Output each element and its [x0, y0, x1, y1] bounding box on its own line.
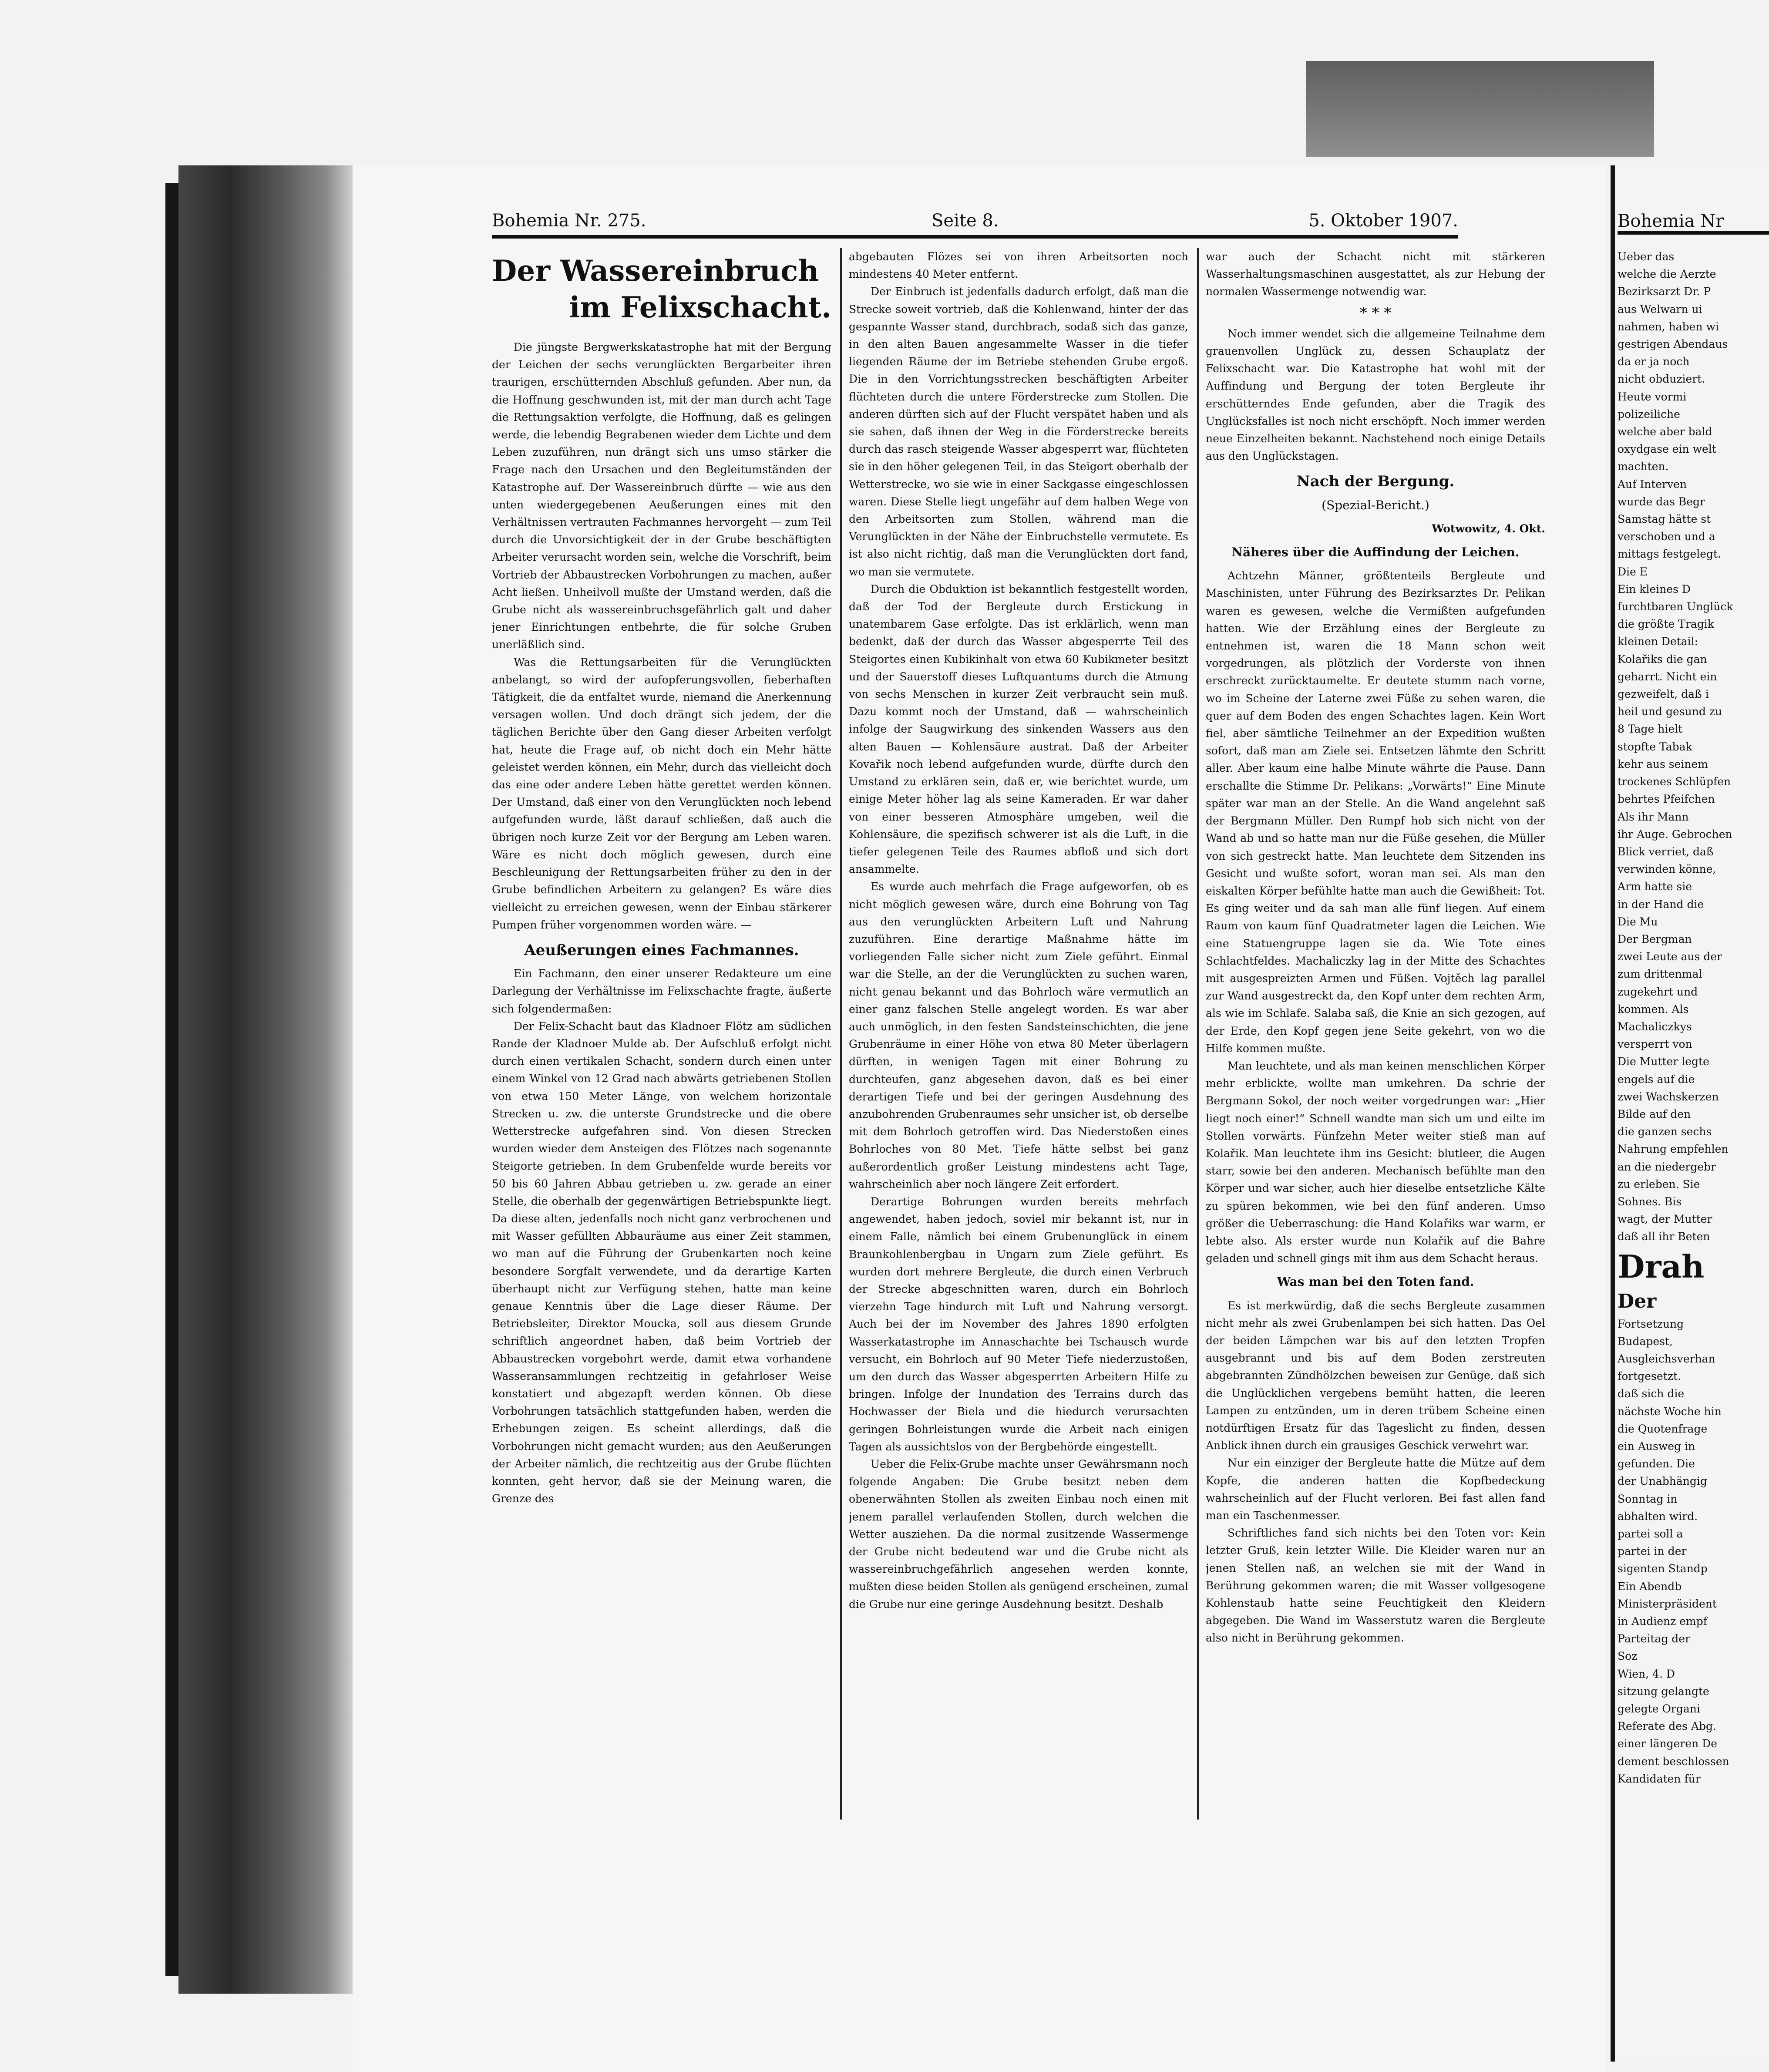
paragraph: Nur ein einziger der Bergleute hatte die Mütze auf dem Kopfe, die anderen hatten die Kopfbedeckung wahrscheinlich auf der Flucht verloren. Bei fast allen fand man ein Taschenmesser. — [1206, 1456, 1545, 1522]
next-page-line: Die E — [1618, 565, 1648, 578]
next-page-line: partei in der — [1618, 1545, 1687, 1558]
next-page-line: gezweifelt, daß i — [1618, 688, 1709, 701]
next-page-line: nicht obduziert. — [1618, 373, 1705, 386]
paragraph: Durch die Obduktion ist bekanntlich festgestellt worden, daß der Tod der Bergleute durch Erstickung in unatembarem Gase erfolgte. Das ist erklärlich, wenn man bedenkt, daß der durch das Wasser abgesperrte Teil des Steigortes einen Kubikinhalt von etwa 60 Kubikmeter besitzt und der Sauerstoff dieses Luftquantums durch die Atmung von sechs Menschen in kurzer Zeit verbraucht sein muß. Dazu kommt noch der Umstand, daß — wahrscheinlich infolge der Saugwirkung des sinkenden Wassers aus den alten Bauen — Kohlensäure austrat. Daß der Arbeiter Kovařik noch lebend aufgefunden wurde, dürfte durch den Umstand zu erklären sein, daß er, wie berichtet wurde, um einige Meter höher lag als seine Kameraden. Er war daher von einer besseren Atmosphäre umgeben, weil die Kohlensäure, die spezifisch schwerer ist als die Luft, in die tiefer gelegenen Teile des Raumes abfloß und sich dort ansammelte. — [849, 582, 1188, 876]
next-page-line: fortgesetzt. — [1618, 1370, 1681, 1383]
article-title-line-1: Der Wassereinbruch — [492, 254, 819, 288]
next-page-line: Wien, 4. D — [1618, 1667, 1675, 1680]
next-page-line: die Quotenfrage — [1618, 1422, 1708, 1435]
next-page-line: dement beschlossen — [1618, 1755, 1729, 1768]
next-page-line: Soz — [1618, 1650, 1638, 1663]
book-edge — [165, 183, 178, 1976]
next-page-line: einer längeren De — [1618, 1737, 1718, 1750]
next-page-line: Als ihr Mann — [1618, 810, 1689, 823]
column-rule — [840, 248, 842, 1820]
next-page-text — [1618, 248, 1761, 1815]
next-page-line: zugekehrt und — [1618, 985, 1698, 998]
next-page-line: sitzung gelangte — [1618, 1685, 1709, 1698]
next-page-line: in der Hand die — [1618, 898, 1704, 911]
next-page-line: wagt, der Mutter — [1618, 1213, 1712, 1226]
next-page-line: heil und gesund zu — [1618, 705, 1722, 718]
next-page-line: Budapest, — [1618, 1335, 1673, 1348]
next-page-line: Kolařiks die gan — [1618, 653, 1707, 666]
paragraph: Schriftliches fand sich nichts bei den Toten vor: Kein letzter Gruß, kein letzter Wille. Die Kleider waren nur an jenen Stellen naß, an welchen sie mit der Wand in Berührung gekommen waren; die mit Wasser vollgesogene Kohlenstaub hatte seine Feuchtigkeit den Kleidern abgegeben. Die Wand im Wasserstutz waren die Bergleute also nicht in Berührung gekommen. — [1206, 1527, 1545, 1645]
next-page-line: Samstag hätte st — [1618, 513, 1711, 526]
next-page-line: Referate des Abg. — [1618, 1720, 1716, 1733]
next-page-line: 8 Tage hielt — [1618, 723, 1683, 736]
section-heading: Was man bei den Toten fand. — [1277, 1275, 1474, 1289]
column-rule — [1197, 248, 1199, 1820]
next-page-line: abhalten wird. — [1618, 1510, 1698, 1523]
section-heading: Näheres über die Auffindung der Leichen. — [1231, 545, 1520, 560]
newspaper-page — [353, 165, 1606, 2072]
next-page-line: Sohnes. Bis — [1618, 1195, 1682, 1208]
next-page-line: versperrt von — [1618, 1038, 1692, 1051]
next-page-line: geharrt. Nicht ein — [1618, 670, 1717, 683]
column-2 — [849, 248, 1188, 1815]
column-1 — [492, 248, 831, 1815]
next-page-line: kehr aus seinem — [1618, 757, 1708, 770]
paragraph: Achtzehn Männer, größtenteils Bergleute und Maschinisten, unter Führung des Bezirksarztes Dr. Pelikan waren es gewesen, welche die Vermißten aufgefunden hatten. Wie der Erzählung eines der Bergleute zu entnehmen ist, waren die 18 Mann schon weit vorgedrungen, als plötzlich der Vorderste von ihnen erschreckt zurücktaumelte. Er deutete stumm nach vorne, wo im Scheine der Laterne zwei Füße zu sehen waren, die quer auf dem Boden des engen Schachtes lagen. Kein Wort fiel, aber sämtliche Teilnehmer an der Expedition wußten sofort, daß man am Ziele sei. Entsetzen lähmte den Schritt aller. Aber kaum eine halbe Minute währte die Pause. Dann erschallte die Stimme Dr. Pelikans: „Vorwärts!“ Eine Minute später war man an der Stelle. An die Wand angelehnt saß der Bergmann Müller. Den Rumpf hob sich nicht von der Wand ab und so hatte man nur die Füße gesehen, die Müller von sich gestreckt hatte. Man leuchtete dem Sitzenden ins Gesicht und wußte sofort, woran man sei. Als man den eiskalten Körper befühlte hatte man auch die Gewißheit: Tot. Es ging weiter und da sah man alle fünf liegen. Auf einem Raum von kaum fünf Quadratmeter lagen die Leichen. Wie eine Statuengruppe lagen sie da. Wie Tote eines Schlachtfeldes. Machaliczky lag in der Mitte des Schachtes mit ausgespreizten Armen und Füßen. Vojtěch lag parallel zur Wand ausgestreckt da, den Kopf unter dem rechten Arm, als wie im Schlafe. Salaba saß, die Knie an sich gezogen, auf der Erde, den Kopf gegen jene Seite gekehrt, von wo die Hilfe kommen mußte. — [1206, 569, 1545, 1055]
next-page-line: aus Welwarn ui — [1618, 303, 1702, 316]
next-page-line: Machaliczkys — [1618, 1020, 1692, 1033]
next-page-line: nahmen, haben wi — [1618, 320, 1719, 333]
article-title-line-2: im Felixschacht. — [569, 290, 831, 324]
next-page-line: welche die Aerzte — [1618, 268, 1716, 281]
paragraph: Ueber die Felix-Grube machte unser Gewährsmann noch folgende Angaben: Die Grube besitzt neben dem obenerwähnten Stollen als zweiten Einbau noch einen mit jenem parallel verlaufenden Stollen, durch welchen die Wetter ausziehen. Da die normal zusitzende Wassermenge der Grube nicht bedeutend war und die Grube nicht als wassereinbruchgefährlich angesehen werden konnte, mußten diese beiden Stollen als genügend erscheinen, zumal die Grube nur eine geringe Ausdehnung besitzt. Deshalb — [849, 1458, 1188, 1611]
paragraph: Man leuchtete, und als man keinen menschlichen Körper mehr erblickte, wollte man umkehren. Da schrie der Bergmann Sokol, der noch weiter vorgedrungen war: „Hier liegt noch einer!“ Schnell wandte man sich um und eilte im Stollen vorwärts. Fünfzehn Meter weiter stieß man auf Kolařik. Man leuchtete ihm ins Gesicht: blutleer, die Augen starr, sowie bei den anderen. Mechanisch befühlte man den Körper und war sicher, auch hier dieselbe entsetzliche Kälte zu spüren bekommen, wie bei den fünf anderen. Umso größer die Ueberraschung: die Hand Kolařiks war warm, er lebte also. Als erster wurde nun Kolařik auf die Bahre geladen und schnell gings mit ihm aus dem Schacht heraus. — [1206, 1059, 1545, 1265]
next-page-line: wurde das Begr — [1618, 495, 1705, 508]
next-page-line: sigenten Standp — [1618, 1562, 1708, 1575]
next-page-line: behrtes Pfeifchen — [1618, 793, 1715, 806]
paragraph: Ein Fachmann, den einer unserer Redakteure um eine Darlegung der Verhältnisse im Felixschachte fragte, äußerte sich folgendermaßen: — [492, 967, 831, 1015]
paragraph: abgebauten Flözes sei von ihren Arbeitsorten noch mindestens 40 Meter entfernt. — [849, 250, 1188, 281]
next-page-line: Ein kleines D — [1618, 582, 1691, 595]
next-page-line: zwei Leute aus der — [1618, 950, 1722, 963]
page-header — [492, 209, 1458, 239]
next-page-line: gelegte Organi — [1618, 1702, 1700, 1715]
section-heading: Aeußerungen eines Fachmannes. — [524, 941, 799, 959]
next-page-line: gestrigen Abendaus — [1618, 338, 1728, 351]
next-page-line: ein Ausweg in — [1618, 1440, 1695, 1453]
dateline: Wotwowitz, 4. Okt. — [1432, 522, 1545, 535]
next-page-line: daß sich die — [1618, 1387, 1685, 1400]
next-page-line: furchtbaren Unglück — [1618, 600, 1733, 613]
next-page-line: Die Mu — [1618, 915, 1658, 928]
next-page-line: Sonntag in — [1618, 1492, 1678, 1505]
next-page-line: Fortsetzung — [1618, 1317, 1684, 1330]
next-page-line: verwinden könne, — [1618, 863, 1716, 876]
paragraph: war auch der Schacht nicht mit stärkeren Wasserhaltungsmaschinen ausgestattet, als zur Hebung der normalen Wassermenge notwendig war. — [1206, 250, 1545, 298]
next-page-line: da er ja noch — [1618, 355, 1690, 368]
next-page-line: kommen. Als — [1618, 1002, 1689, 1016]
section-heading: Nach der Bergung. — [1296, 473, 1455, 491]
next-page-headline: Drah — [1618, 1248, 1705, 1285]
next-page-line: daß all ihr Beten — [1618, 1230, 1710, 1243]
next-page-line: Ministerpräsident — [1618, 1597, 1717, 1610]
next-page-line: zu erleben. Sie — [1618, 1177, 1700, 1191]
masthead-issue: Bohemia Nr. 275. — [492, 211, 646, 231]
next-page-lines — [1618, 248, 1761, 1246]
paragraph: Derartige Bohrungen wurden bereits mehrfach angewendet, haben jedoch, soviel mir bekannt ist, nur in einem Falle, nämlich bei einem Grubenunglück in einem Braunkohlenbergbau in Ungarn zum Ziele geführt. Es wurden dort mehrere Bergleute, die durch einen Verbruch der Strecke abgeschnitten waren, durch ein Bohrloch vierzehn Tage hindurch mit Luft und Nahrung versorgt. Auch bei der im November des Jahres 1890 erfolgten Wasserkatastrophe im Annaschachte bei Tschausch wurde versucht, ein Bohrloch auf 90 Meter Tiefe niederzustoßen, um den durch das Wasser abgesperrten Arbeitern Hilfe zu bringen. Infolge der Inundation des Terrains durch das Hochwasser der Biela und die hiedurch verursachten geringen Bohrleistungen wurde die Arbeit nach einigen Tagen als aussichtslos von der Bergbehörde eingestellt. — [849, 1195, 1188, 1453]
next-page-line: Ein Abendb — [1618, 1580, 1682, 1593]
paragraph: Es wurde auch mehrfach die Frage aufgeworfen, ob es nicht möglich gewesen wäre, durch eine Bohrung von Tag aus den verunglückten Arbeitern Luft und Nahrung zuzuführen. Eine derartige Maßnahme hätte im vorliegenden Falle sicher nicht zum Ziele geführt. Einmal war die Stelle, an der die Verunglückten zu suchen waren, nicht genau bekannt und das Bohrloch wäre vermutlich an einer ganz falschen Stelle angelegt worden. Es war aber auch unmöglich, in den festen Sandsteinschichten, die jene Grubenräume in einer Höhe von etwa 80 Meter überlagern dürften, in wenigen Tagen mit einer Bohrung zu durchteufen, ganz abgesehen davon, daß es bei einer derartigen Tiefe und bei der geringen Ausdehnung des anzubohrenden Grubenraumes sehr unsicher ist, ob derselbe mit dem Bohrloch getroffen wird. Das Niederstoßen eines Bohrloches von 80 Met. Tiefe hätte selbst bei ganz außerordentlich großer Leistung mindestens acht Tage, wahrscheinlich aber noch längere Zeit erfordert. — [849, 880, 1188, 1191]
next-page-line: verschoben und a — [1618, 530, 1715, 543]
next-page-line: Parteitag der — [1618, 1632, 1691, 1645]
next-page-line: engels auf die — [1618, 1073, 1695, 1086]
next-page-line: die größte Tragik — [1618, 618, 1714, 631]
issue-date: 5. Oktober 1907. — [1308, 211, 1458, 231]
next-page-line: Ausgleichsverhan — [1618, 1352, 1715, 1365]
paragraph: Was die Rettungsarbeiten für die Verunglückten anbelangt, so wird der aufopferungsvollen, fieberhaften Tätigkeit, die da entfaltet wurde, niemand die Anerkennung versagen wollen. Und doch drängt sich jedem, der die täglichen Berichte über den Gang dieser Arbeiten verfolgt hat, heute die Frage auf, ob nicht doch ein Mehr hätte geleistet werden können, ein Mehr, durch das vielleicht doch das eine oder andere Leben hätte gerettet werden können. Der Umstand, daß einer von den Verunglückten noch lebend aufgefunden wurde, läßt darauf schließen, daß auch die übrigen noch kurze Zeit vor der Bergung am Leben waren. Wäre es nicht doch möglich gewesen, durch eine Beschleunigung der Rettungsarbeiten früher zu den in der Grube befindlichen Arbeitern zu gelangen? Es wäre dies vielleicht zu erreichen gewesen, wenn der Einbau stärkerer Pumpen früher vorgenommen worden wäre. — — [492, 656, 831, 931]
next-page-lines — [1618, 1315, 1761, 1788]
next-page-line: kleinen Detail: — [1618, 635, 1698, 648]
report-label: (Spezial-Bericht.) — [1322, 498, 1429, 512]
section-divider: * * * — [1359, 304, 1392, 322]
next-page-line: die ganzen sechs — [1618, 1125, 1712, 1138]
scan-shadow — [1306, 61, 1654, 157]
next-page-line: zwei Wachskerzen — [1618, 1090, 1719, 1103]
article-title — [492, 252, 831, 326]
next-page-line: mittags festgelegt. — [1618, 548, 1721, 561]
next-page-line: Bezirksarzt Dr. P — [1618, 285, 1711, 298]
next-page-line: partei soll a — [1618, 1527, 1683, 1541]
paragraph: Es ist merkwürdig, daß die sechs Bergleute zusammen nicht mehr als zwei Grubenlampen bei sich hatten. Das Oel der beiden Lämpchen war bis auf den letzten Tropfen ausgebrannt und bis auf dem Boden zerstreuten abgebrannten Zündhölzchen beweisen zur Genüge, daß sich die Unglücklichen vergebens bemüht hatten, die leeren Lampen zu entzünden, um in deren trübem Scheine einen notdürftigen Ersatz für das Tageslicht zu finden, dessen Anblick ihnen durch ein grausiges Geschick verwehrt war. — [1206, 1299, 1545, 1452]
next-page-header: Bohemia Nr — [1618, 211, 1769, 235]
next-page-line: polizeiliche — [1618, 407, 1680, 420]
next-page-line: Die Mutter legte — [1618, 1055, 1709, 1068]
next-page-line: stopfte Tabak — [1618, 740, 1692, 753]
next-page-line: gefunden. Die — [1618, 1457, 1695, 1470]
paragraph: Der Felix-Schacht baut das Kladnoer Flötz am südlichen Rande der Kladnoer Mulde ab. Der Aufschluß erfolgt nicht durch einen vertikalen Schacht, sondern durch einen unter einem Winkel von 12 Grad nach abwärts getriebenen Stollen von etwa 150 Meter Länge, von welchem horizontale Strecken u. zw. die unterste Grundstrecke und die obere Wetterstrecke aufgefahren sind. Von diesen Strecken wurden wieder dem Ansteigen des Flötzes nach sogenannte Steigorte getrieben. In dem Grubenfelde wurde bereits vor 50 bis 60 Jahren Abbau getrieben u. zw. gerade an einer Stelle, die oberhalb der gegenwärtigen Betriebspunkte liegt. Da diese alten, jedenfalls noch nicht ganz verbrochenen und mit Wasser gefüllten Abbauräume aus einer Zeit stammen, wo man auf die Führung der Grubenkarten noch keine besondere Sorgfalt verwendete, und da derartige Karten überhaupt nicht zur Verfügung stehen, hatte man keine genaue Kenntnis über die Lage dieser Räume. Der Betriebsleiter, Direktor Moucka, soll aus diesem Grunde schriftlich angeordnet haben, daß beim Vortrieb der Abbaustrecken vorgebohrt werde, damit etwa vorhandene Wasseransammlungen rechtzeitig in gefahrloser Weise konstatiert und abgezapft werden können. Ob diese Vorbohrungen tatsächlich stattgefunden haben, werden die Erhebungen zeigen. Es scheint allerdings, daß die Vorbohrungen nicht gemacht wurden; aus den Aeußerungen der Arbeiter nämlich, die rechtzeitig aus der Grube flüchten konnten, geht hervor, daß sie der Meinung waren, die Grenze des — [492, 1019, 831, 1505]
next-page-line: Der Bergman — [1618, 932, 1692, 945]
next-page-line: zum drittenmal — [1618, 968, 1702, 981]
next-page-line: Ueber das — [1618, 250, 1675, 263]
next-page-line: Arm hatte sie — [1618, 880, 1692, 893]
next-page-line: Auf Interven — [1618, 478, 1687, 491]
next-page-line: oxydgase ein welt — [1618, 443, 1716, 456]
page-number: Seite 8. — [932, 211, 999, 231]
paragraph: Der Einbruch ist jedenfalls dadurch erfolgt, daß man die Strecke soweit vortrieb, daß die Kohlenwand, hinter der das gespannte Wasser stand, durchbrach, sodaß sich das ganze, in den alten Bauen angesammelte Wasser in die tiefer liegenden Räume der im Betriebe stehenden Grube ergoß. Die in den Vorrichtungsstrecken beschäftigten Arbeiter flüchteten durch die untere Förderstrecke zum Stollen. Die anderen dürften sich auf der Flucht verspätet haben und als sie sahen, daß ihnen der Weg in die Förderstrecke bereits durch das rasch steigende Wasser abgesperrt war, flüchteten sie in den höher gelegenen Teil, in das Steigort oberhalb der Wetterstrecke, wo sie wie in einer Sackgasse eingeschlossen waren. Diese Stelle liegt ungefähr auf dem halben Wege von den Arbeitsorten zum Stollen, während man die Verunglückten in der Nähe der Einbruchstelle vermutete. Es ist also nicht richtig, daß man die Verunglückten dort fand, wo man sie vermutete. — [849, 285, 1188, 578]
next-page-line: Kandidaten für — [1618, 1772, 1701, 1785]
next-page-line: in Audienz empf — [1618, 1615, 1707, 1628]
next-page-line: Nahrung empfehlen — [1618, 1143, 1729, 1156]
next-page-line: Heute vormi — [1618, 390, 1687, 403]
next-page-line: an die niedergebr — [1618, 1160, 1716, 1173]
next-page-line: trockenes Schlüpfen — [1618, 775, 1731, 788]
next-page-line: Bilde auf den — [1618, 1107, 1691, 1120]
next-page-subheadline: Der — [1618, 1290, 1657, 1312]
next-page-line: der Unabhängig — [1618, 1475, 1707, 1488]
next-page-line: welche aber bald — [1618, 425, 1712, 438]
next-page-line: Blick verriet, daß — [1618, 845, 1714, 858]
paragraph: Noch immer wendet sich die allgemeine Teilnahme dem grauenvollen Unglück zu, dessen Schauplatz der Felixschacht war. Die Katastrophe hat wohl mit der Auffindung und Bergung der toten Bergleute ihr erschütterndes Ende gefunden, aber die Tragik des Unglücksfalles ist noch nicht erschöpft. Noch immer werden neue Einzelheiten bekannt. Nachstehend noch einige Details aus den Unglückstagen. — [1206, 327, 1545, 463]
next-page-line: ihr Auge. Gebrochen — [1618, 827, 1732, 841]
paragraph: Die jüngste Bergwerkskatastrophe hat mit der Bergung der Leichen der sechs verunglückten Bergarbeiter ihren traurigen, erschütternden Abschluß gefunden. Aber nun, da die Hoffnung geschwunden ist, mit der man durch acht Tage die Rettungsaktion verfolgte, die Hoffnung, daß es gelingen werde, die lebendig Begrabenen wieder dem Lichte und dem Leben zuzuführen, nun drängt sich uns umso stärker die Frage nach den Ursachen und den Begleitumständen der Katastrophe auf. Der Wassereinbruch dürfte — wie aus den unten wiedergegebenen Aeußerungen eines mit den Verhältnissen vertrauten Fachmannes hervorgeht — zum Teil durch die Unvorsichtigkeit der in der Grube beschäftigten Arbeiter verursacht worden sein, welche die Vorschrift, beim Vortrieb der Abbaustrecken Vorbohrungen zu machen, außer Acht ließen. Unheilvoll mußte der Umstand werden, daß die Grube nicht als wassereinbruchsgefährlich galt und daher jener Einrichtungen entbehrte, die für solche Gruben unerläßlich sind. — [492, 341, 831, 651]
column-3 — [1206, 248, 1545, 1815]
next-page-line: nächste Woche hin — [1618, 1405, 1722, 1418]
book-gutter — [178, 165, 353, 1994]
next-page-line: machten. — [1618, 460, 1669, 473]
